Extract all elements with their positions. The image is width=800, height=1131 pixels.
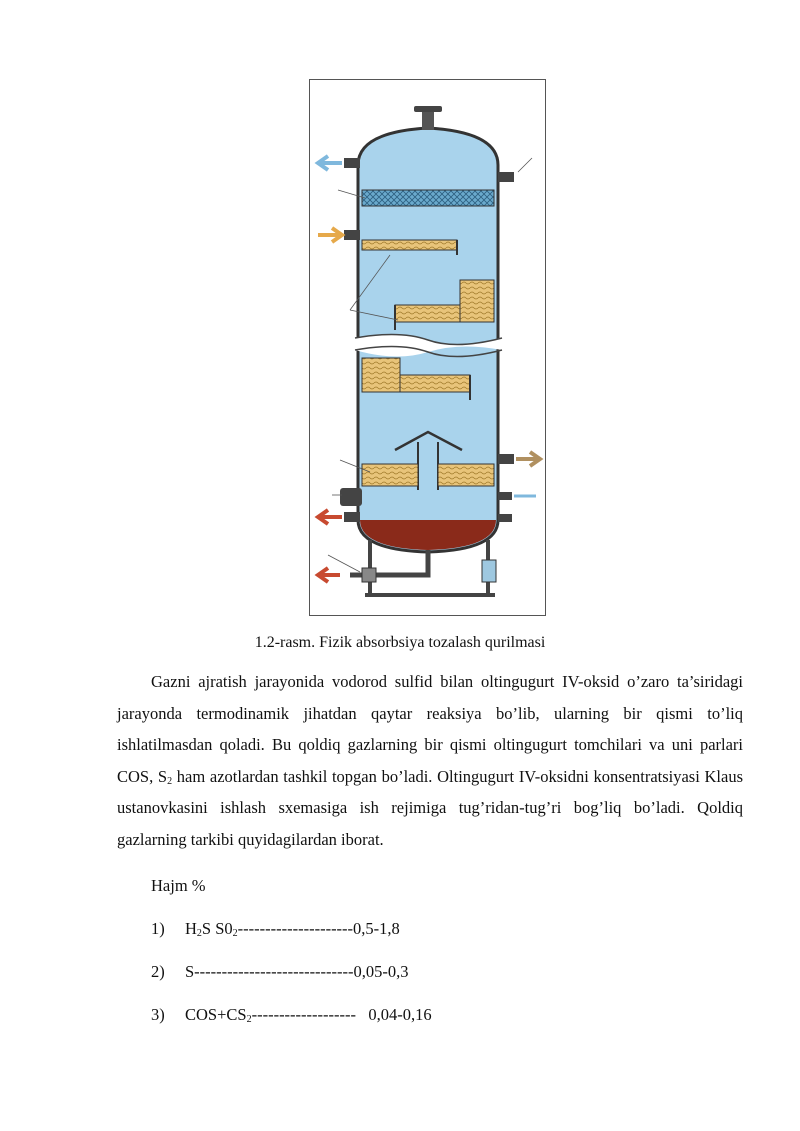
- composition-item-3: 3) $COS+CS_2-------------------$ 0,04-0,16: [151, 1005, 432, 1025]
- top-nozzle: [422, 110, 434, 130]
- volume-label: Hajm %: [151, 876, 206, 895]
- figure-caption: 1.2-rasm. Fizik absorbsiya tozalash qurilmasi: [254, 634, 546, 651]
- item-number: 3): [151, 1005, 165, 1024]
- body-paragraph: [117, 666, 743, 855]
- item-number: 1): [151, 919, 165, 938]
- absorber-column-drawing: [310, 80, 547, 617]
- composition-item-2: 2) S-----------------------------0,05-0,3: [151, 962, 409, 981]
- absorber-figure: [309, 79, 546, 616]
- item-number: 2): [151, 962, 165, 981]
- paragraph-text-1: Gazni ajratish jarayonida vodorod sulfid bilan oltingugurt IV-oksid o’zaro ta’siridagi jarayonda termodinamik jihatdan qaytar reaksiya bo’lib, ularning bir qismi to’liq ishlatilmasdan qoladi. Bu qoldiq gazlarning bir qismi oltingugurt tomchilari va uni parlari COS, S: [117, 672, 743, 786]
- paragraph-subscript: 2: [167, 775, 173, 787]
- mesh-demister: [362, 190, 494, 206]
- composition-item-1: 1) $H_2S$ $S0_2---------------------0,5-1,8$: [151, 919, 400, 939]
- paragraph-text-2: ham azotlardan tashkil topgan bo’ladi. Oltingugurt IV-oksidni konsentratsiyasi Klaus ustanovkasini ishlash sxemasiga ish rejimiga tug’ridan-tug’ri bog’liq bo’ladi. Qoldiq gazlarning tarkibi quyidagilardan iborat.: [117, 766, 743, 849]
